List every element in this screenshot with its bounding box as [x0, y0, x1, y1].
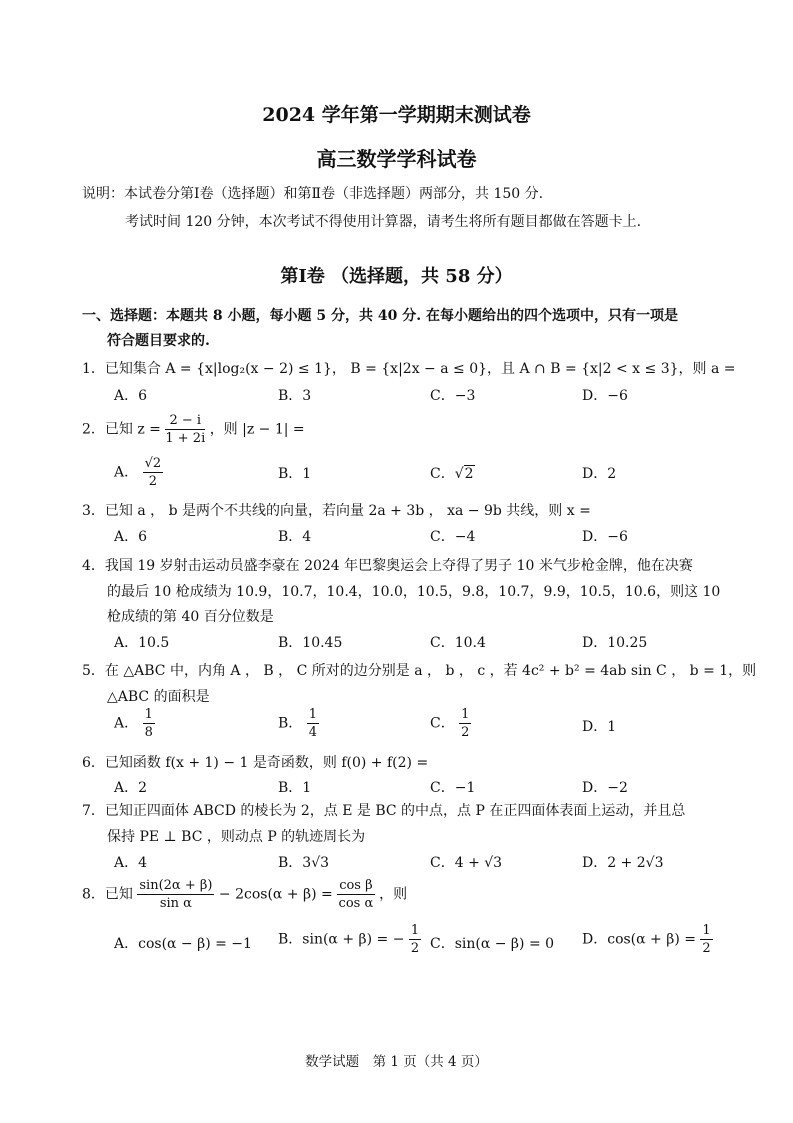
q5-option-d: D．1 [582, 719, 617, 735]
q7-option-c: C．4 + √3 [430, 855, 503, 871]
page-footer: 数学试题 第 1 页（共 4 页） [305, 1054, 488, 1070]
question-4-stem: 4．我国 19 岁射击运动员盛李豪在 2024 年巴黎奥运会上夺得了男子 10 米气步枪金牌，他在决赛 [82, 558, 693, 574]
q3-option-d: D．−6 [582, 529, 628, 545]
q8-option-b: B．sin(α + β) = − $\frac{1}{2}$ [278, 923, 420, 956]
question-6-stem: 6．已知函数 f(x + 1) − 1 是奇函数，则 f(0) + f(2) = [82, 755, 429, 771]
q1-option-c: C．−3 [430, 388, 476, 404]
instructions-line-2: 考试时间 120 分钟，本次考试不得使用计算器，请考生将所有题目都做在答题卡上. [125, 214, 642, 230]
instructions-line-1: 说明：本试卷分第Ⅰ卷（选择题）和第Ⅱ卷（非选择题）两部分，共 150 分. [82, 186, 544, 202]
q4-option-b: B．10.45 [278, 635, 343, 651]
q5-option-b: B． $\frac{1}{4}$ [278, 707, 318, 740]
q8-option-c: C．sin(α − β) = 0 [430, 936, 555, 952]
q2-option-d: D．2 [582, 466, 617, 482]
q7-option-a: A．4 [114, 855, 148, 871]
section-title: 第Ⅰ卷 （选择题，共 58 分） [280, 266, 513, 287]
q7-option-b: B．3√3 [278, 855, 330, 871]
q3-option-a: A．6 [114, 529, 148, 545]
question-7-continuation: 保持 PE ⊥ BC ，则动点 P 的轨迹周长为 [107, 829, 366, 845]
part-heading-line-2: 符合题目要求的. [107, 333, 210, 349]
q3-option-c: C．−4 [430, 529, 476, 545]
q2-option-c: C．√2 [430, 466, 474, 482]
q7-option-d: D．2 + 2√3 [582, 855, 664, 871]
q1-option-b: B．3 [278, 388, 312, 404]
q2-option-a: A． $\frac{√2}{2}$ [114, 456, 162, 489]
q8-option-d: D．cos(α + β) = $\frac{1}{2}$ [582, 923, 711, 956]
q6-option-b: B．1 [278, 780, 312, 796]
q4-option-d: D．10.25 [582, 635, 648, 651]
q1-option-a: A．6 [114, 388, 148, 404]
q8-option-a: A．cos(α − β) = −1 [114, 936, 252, 952]
q6-option-d: D．−2 [582, 780, 628, 796]
q5-option-a: A． $\frac{1}{8}$ [114, 707, 153, 740]
q4-option-c: C．10.4 [430, 635, 486, 651]
question-5-continuation: △ABC 的面积是 [107, 689, 210, 705]
question-4-continuation-2: 枪成绩的第 40 百分位数是 [107, 609, 274, 625]
exam-subtitle: 高三数学学科试卷 [316, 147, 477, 171]
q5-option-c: C． $\frac{1}{2}$ [430, 707, 470, 740]
question-8-stem: 8．已知 $\frac{\sin(2\alpha + \beta)}{\text{sin α}}$ − 2cos(α + β) = $\frac{\text{cos β}}{\text{cos α}}$ ，则 [82, 878, 408, 911]
part-heading-line-1: 一、选择题：本题共 8 小题，每小题 5 分，共 40 分. 在每小题给出的四个选项中，只有一项是 [82, 308, 678, 324]
question-4-continuation-1: 的最后 10 枪成绩为 10.9，10.7，10.4，10.0，10.5，9.8，10.7，9.9，10.5，10.6，则这 10 [107, 584, 721, 600]
question-7-stem: 7．已知正四面体 ABCD 的棱长为 2，点 E 是 BC 的中点，点 P 在正四面体表面上运动，并且总 [82, 803, 686, 819]
q1-option-d: D．−6 [582, 388, 628, 404]
exam-title: 2024 学年第一学期期末测试卷 [262, 104, 531, 126]
question-3-stem: 3．已知 a ， b 是两个不共线的向量，若向量 2a + 3b ， xa − 9b 共线，则 x = [82, 503, 591, 519]
q2-option-b: B．1 [278, 466, 312, 482]
question-1-stem: 1．已知集合 A = {x|log₂(x − 2) ≤ 1}， B = {x|2x − a ≤ 0}，且 A ∩ B = {x|2 < x ≤ 3}，则 a = [82, 361, 736, 377]
q3-option-b: B．4 [278, 529, 312, 545]
question-2-stem: 2．已知 z = $\frac{2 - i}{1 + 2i}$ ，则 |z − 1| = [82, 413, 305, 446]
q6-option-c: C．−1 [430, 780, 476, 796]
q4-option-a: A．10.5 [114, 635, 170, 651]
question-5-stem: 5．在 △ABC 中，内角 A ， B ， C 所对的边分别是 a ， b ， c ，若 4c² + b² = 4ab sin C ， b = 1，则 [82, 663, 757, 679]
q6-option-a: A．2 [114, 780, 148, 796]
